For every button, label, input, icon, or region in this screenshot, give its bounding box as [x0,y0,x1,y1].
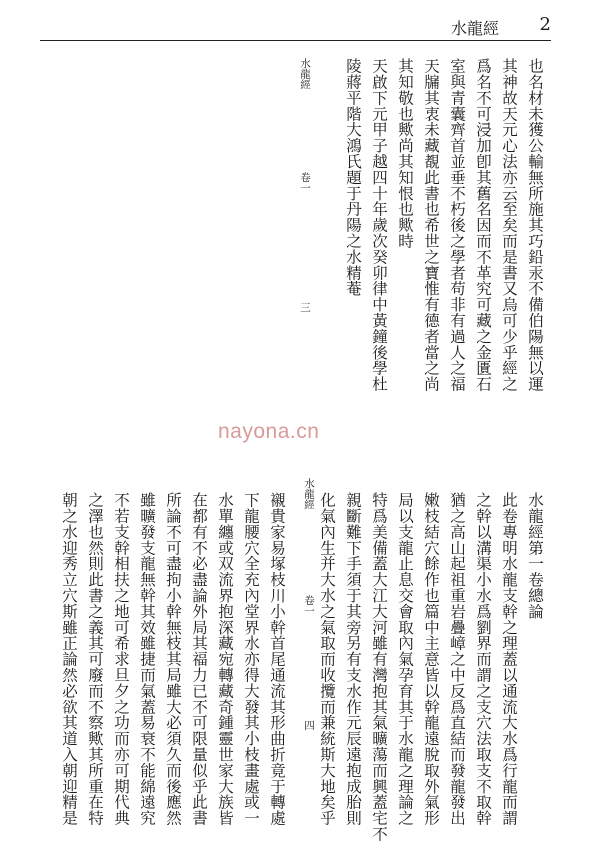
top-column-1: 也名材未獲公輸無所施其巧鉛汞不備伯陽無以運 [526,58,544,392]
top-column-3: 爲名不可浸加卽其舊名因而不革究可藏之金匱石 [474,58,492,392]
top-column-7: 天啟下元甲子越四十年歲次癸卯律中黃鐘後學杜 [370,58,388,392]
bottom-column-3: 之幹以溝渠小水爲劉界而謂之支穴法取支不取幹 [474,492,492,826]
bottom-column-7: 特爲美備蓋大江大河雖有灣抱其氣曠蕩而興蓋宅不 [370,492,388,842]
top-juan-label: 卷一 [299,172,311,193]
top-side-caption: 水龍經 [299,58,311,90]
top-column-6: 其知敬也歟尚其知恨也歟時 [396,58,414,249]
bottom-column-1: 水龍經第一卷總論 [526,492,544,620]
lower-column-8: 之澤也然則此書之義其可廢而不察歟其所重在特 [86,492,104,826]
bottom-column-9: 化氣內生并大水之氣取而收攬而兼統斯大地矣乎 [318,492,336,826]
running-header [40,14,551,41]
top-column-2: 其神故天元心法亦云至矣而是書又烏可少乎經之 [500,58,518,392]
lower-column-2: 下龍腰穴全充內堂界水亦得大發其小枝畫處或一 [242,492,260,826]
top-column-5: 天牖其衷未藏覩此書也希世之寶惟有德者當之尚 [422,58,440,392]
bottom-leaf-number: 四 [303,720,315,731]
bottom-column-4: 猶之高山起祖重岩疊嶂之中反爲直結而發龍發出 [448,492,466,826]
lower-column-3: 水單纏或双流界抱深藏宛轉藏奇鍾靈世家大族皆 [216,492,234,826]
lower-column-1: 襯貴家易塚枝川小幹首尾通流其形曲折竟于轉處 [268,492,286,826]
page-number: 2 [539,14,551,35]
bottom-column-5: 嫩枝結穴餘作也篇中主意皆以幹龍遠脫取外氣形 [422,492,440,826]
bottom-column-6: 局以支龍止息交會取內氣孕育其于水龍之理論之 [396,492,414,826]
bottom-juan-label: 卷一 [303,595,315,616]
bottom-column-8: 親斷難下手須于其旁另有支水作元辰遠抱成胎則 [344,492,362,826]
top-leaf-number: 三 [299,302,311,313]
watermark: nayona.cn [218,420,320,443]
lower-column-7: 不若支幹相扶之地可希求旦夕之功而亦可期代典 [112,492,130,826]
bottom-side-caption: 水龍經 [303,478,315,510]
lower-column-6: 雖曠發支龍無幹其效雖捷而氣蓋易衰不能綿遠究 [138,492,156,826]
lower-column-9: 朝之水迎秀立穴斯雖正論然必欲其道入朝迎精是 [60,492,78,826]
top-column-4: 室與青囊齊首並垂不朽後之學者苟非有過人之福 [448,58,466,392]
running-title: 水龍經 [450,19,499,38]
bottom-column-2: 此卷專明水龍支幹之理蓋以通流大水爲行龍而謂 [500,492,518,826]
lower-column-4: 在都有不必盡論外局其福力已不可限量似乎此書 [190,492,208,826]
lower-column-5: 所論不可盡拘小幹無枝其局雖大必須久而後應然 [164,492,182,826]
top-column-8: 陵蔣平階大鴻氏題于丹陽之水精菴 [344,58,362,297]
